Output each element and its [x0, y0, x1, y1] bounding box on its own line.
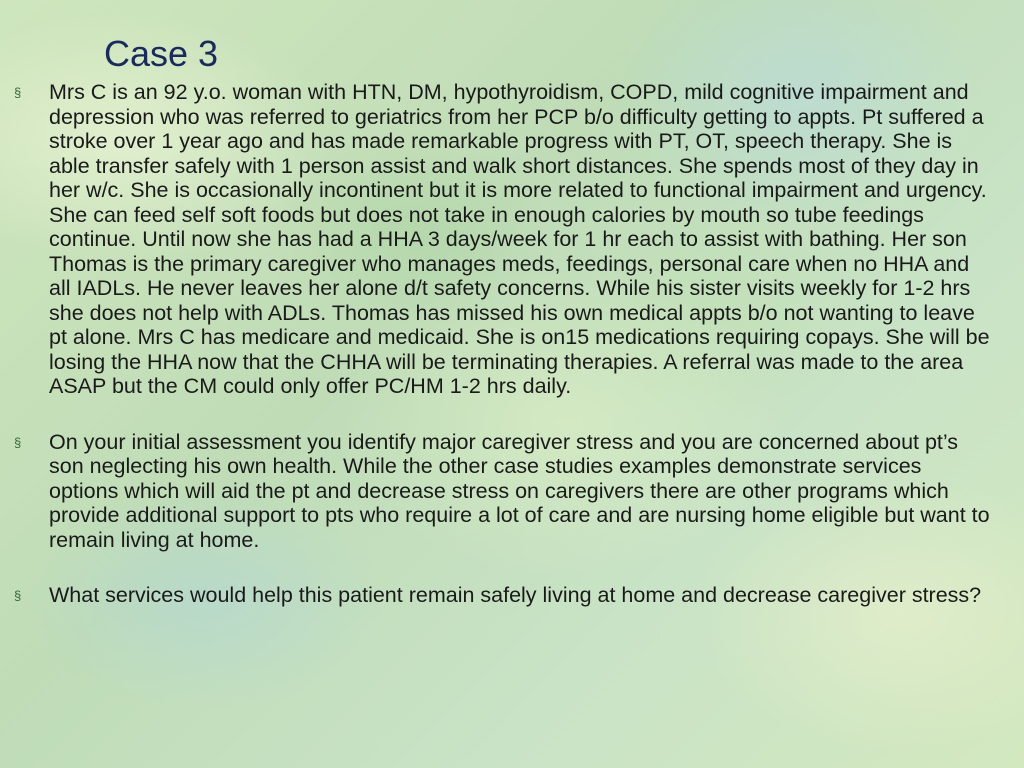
bullet-item-case-summary — [14, 80, 990, 399]
bullet-item-question — [14, 583, 990, 608]
bullet-item-assessment — [14, 430, 990, 553]
bullet-square-icon: § — [14, 434, 22, 450]
slide-body — [14, 80, 990, 608]
bullet-square-icon: § — [14, 85, 22, 100]
bullet-text: Mrs C is an 92 y.o. woman with HTN, DM, hypothyroidism, COPD, mild cognitive impairment and depression who was referred to geriatrics from her PCP b/o difficulty getting to appts. Pt suffered a stroke over 1 year ago and has made remarkable progress with PT, OT, speech therapy. She is able transfer safely with 1 person assist and walk short distances. She spends most of they day in her w/c. She is occasionally incontinent but it is more related to functional impairment and urgency. She can feed self soft foods but does not take in enough calories by mouth so tube feedings continue. Until now she has had a HHA 3 days/week for 1 hr each to assist with bathing. Her son Thomas is the primary caregiver who manages meds, feedings, personal care when no HHA and all IADLs. He never leaves her alone d/t safety concerns. While his sister visits weekly for 1-2 hrs she does not help with ADLs. Thomas has missed his own medical appts b/o not wanting to leave pt alone. Mrs C has medicare and medicaid. She is on15 medications requiring copays. She will be losing the HHA now that the CHHA will be terminating therapies. A referral was made to the area ASAP but the CM could only offer PC/HM 1-2 hrs daily. — [49, 80, 990, 398]
bullet-square-icon: § — [14, 588, 22, 603]
bullet-text: What services would help this patient remain safely living at home and decrease caregiver stress? — [49, 583, 982, 607]
slide-title: Case 3 — [104, 33, 219, 74]
bullet-text: On your initial assessment you identify major caregiver stress and you are concerned about pt’s son neglecting his own health. While the other case studies examples demonstrate services options which will aid the pt and decrease stress on caregivers there are other programs which provide additional support to pts who require a lot of care and are nursing home eligible but want to remain living at home. — [49, 429, 990, 552]
